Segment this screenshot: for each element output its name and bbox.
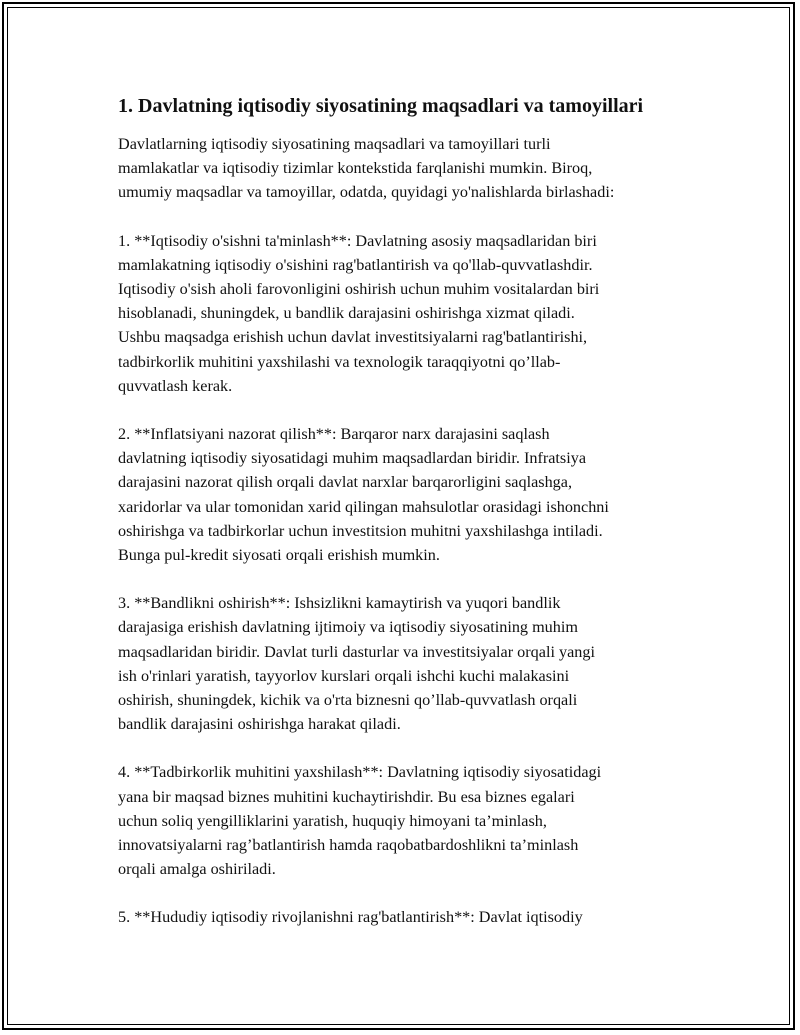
- paragraph-regional-development: 5. **Hududiy iqtisodiy rivojlanishni rag'batlantirish**: Davlat iqtisodiy: [118, 908, 583, 927]
- paragraph-inflation-control: 2. **Inflatsiyani nazorat qilish**: Barqaror narx darajasini saqlash davlatning iqtisodiy siyosatidagi muhim maqsadlardan biridir. Infratsiya darajasini nazorat qilish orqali davlat narxlar barqarorligini saqlashga, xaridorlar va ular tomonidan xarid qilingan mahsulotlar orasidagi ishonchni oshirishga va tadbirkorlar uchun investitsion muhitni yaxshilashga intiladi. Bunga pul-kredit siyosati orqali erishish mumkin.: [118, 425, 609, 565]
- document-body: [118, 92, 698, 954]
- paragraph-employment: 3. **Bandlikni oshirish**: Ishsizlikni kamaytirish va yuqori bandlik darajasiga erishish davlatning ijtimoiy va iqtisodiy siyosatining muhim maqsadlaridan biridir. Davlat turli dasturlar va investitsiyalar orqali yangi ish o'rinlari yaratish, tayyorlov kurslari orqali ishchi kuchi malakasini oshirish, shuningdek, kichik va o'rta biznesni qo’llab-quvvatlash orqali bandlik darajasini oshirishga harakat qiladi.: [118, 594, 595, 734]
- paragraph-economic-growth: 1. **Iqtisodiy o'sishni ta'minlash**: Davlatning asosiy maqsadlaridan biri mamlakatning iqtisodiy o'sishini rag'batlantirish va qo'llab-quvvatlashdir. Iqtisodiy o'sish aholi farovonligini oshirish uchun muhim vositalardan biri hisoblanadi, shuningdek, u bandlik darajasini oshirishga xizmat qiladi. Ushbu maqsadga erishish uchun davlat investitsiyalarni rag'batlantirishi, tadbirkorlik muhitini yaxshilashi va texnologik taraqqiyotni qo’llab- quvvatlash kerak.: [118, 231, 600, 395]
- section-heading: 1. Davlatning iqtisodiy siyosatining maqsadlari va tamoyillari: [118, 95, 644, 117]
- intro-paragraph: Davlatlarning iqtisodiy siyosatining maqsadlari va tamoyillari turli mamlakatlar va iqtisodiy tizimlar kontekstida farqlanishi mumkin. Biroq, umumiy maqsadlar va tamoyillar, odatda, quyidagi yo'nalishlarda birlashadi:: [118, 135, 615, 202]
- paragraph-business-environment: 4. **Tadbirkorlik muhitini yaxshilash**: Davlatning iqtisodiy siyosatidagi yana bir maqsad biznes muhitini kuchaytirishdir. Bu esa biznes egalari uchun soliq yengilliklarini yaratish, huquqiy himoyani ta’minlash, innovatsiyalarni rag’batlantirish hamda raqobatbardoshlikni ta’minlash orqali amalga oshiriladi.: [118, 763, 602, 879]
